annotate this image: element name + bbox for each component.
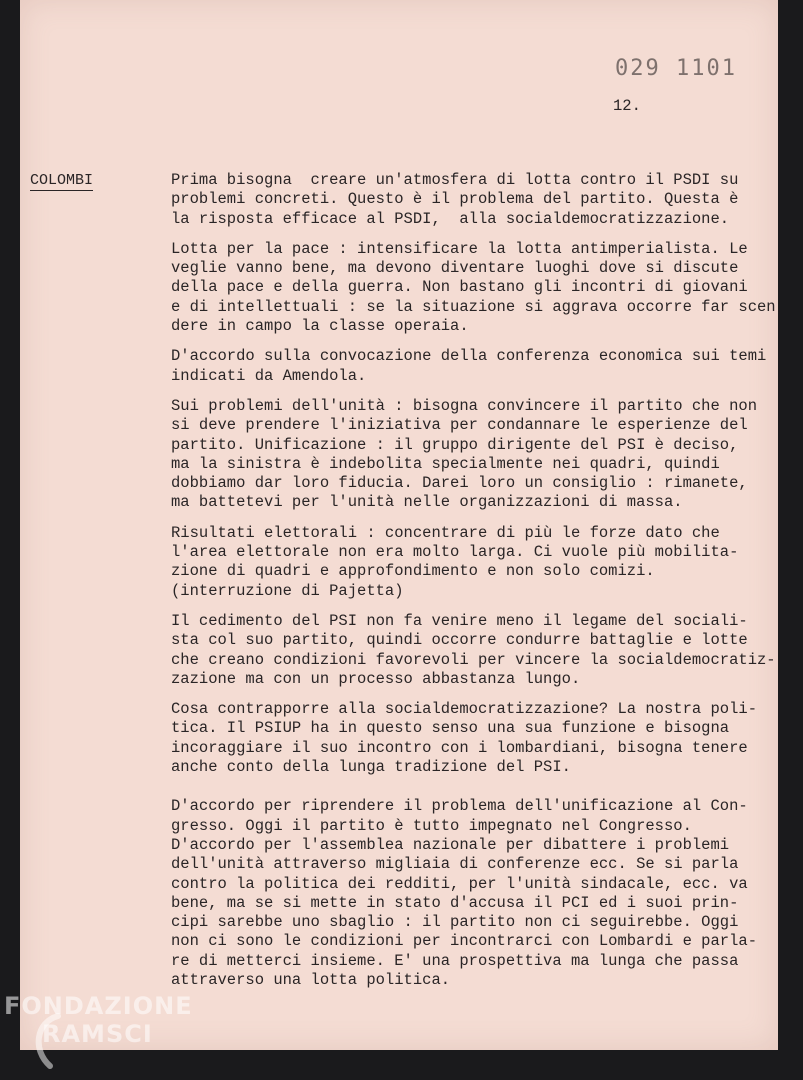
text-line: dobbiamo dar loro fiducia. Darei loro un consiglio : rimanete, xyxy=(171,474,748,493)
text-line: e di intellettuali : se la situazione si aggrava occorre far scen xyxy=(171,297,776,316)
text-line: gresso. Oggi il partito è tutto impegnato nel Congresso. xyxy=(171,816,692,835)
paragraph xyxy=(171,797,771,990)
text-line: Sui problemi dell'unità : bisogna convincere il partito che non xyxy=(171,396,757,415)
text-line: problemi concreti. Questo è il problema del partito. Questa è xyxy=(171,190,739,209)
text-line: D'accordo per l'assemblea nazionale per dibattere i problemi xyxy=(171,835,730,854)
text-line: ma battetevi per l'unità nelle organizzazioni di massa. xyxy=(171,493,683,512)
paragraph xyxy=(171,171,771,229)
text-line: dere in campo la classe operaia. xyxy=(171,317,469,336)
paragraph xyxy=(171,524,771,601)
watermark-line-1: FONDAZIONE xyxy=(4,992,193,1020)
text-line: non ci sono le condizioni per incontrarci con Lombardi e parla- xyxy=(171,932,757,951)
text-line: della pace e della guerra. Non bastano gli incontri di giovani xyxy=(171,278,748,297)
text-line: ma la sinistra è indebolita specialmente nei quadri, quindi xyxy=(171,454,720,473)
paragraph xyxy=(171,700,771,777)
text-line: anche conto della lunga tradizione del PSI. xyxy=(171,758,571,777)
watermark-line-2: RAMSCI xyxy=(42,1020,153,1048)
text-line: che creano condizioni favorevoli per vincere la socialdemocratiz- xyxy=(171,650,776,669)
paragraph xyxy=(171,347,771,386)
text-line: dell'unità attraverso migliaia di conferenze ecc. Se si parla xyxy=(171,855,739,874)
text-line: D'accordo sulla convocazione della conferenza economica sui temi xyxy=(171,347,767,366)
text-line: l'area elettorale non era molto larga. Ci vuole più mobilita- xyxy=(171,543,739,562)
text-line: (interruzione di Pajetta) xyxy=(171,581,404,600)
text-line: veglie vanno bene, ma devono diventare luoghi dove si discute xyxy=(171,259,739,278)
text-line: Risultati elettorali : concentrare di più le forze dato che xyxy=(171,523,720,542)
text-line: cipi sarebbe uno sbaglio : il partito non ci seguirebbe. Oggi xyxy=(171,913,739,932)
speech-text xyxy=(171,171,776,1001)
text-line: indicati da Amendola. xyxy=(171,366,367,385)
page-number: 12. xyxy=(613,97,641,115)
text-line: attraverso una lotta politica. xyxy=(171,970,451,989)
text-line: partito. Unificazione : il gruppo dirigente del PSI è deciso, xyxy=(171,435,739,454)
text-line: contro la politica dei redditi, per l'unità sindacale, ecc. va xyxy=(171,874,748,893)
paragraph xyxy=(171,611,776,689)
archive-number: 029 1101 xyxy=(615,56,737,81)
text-line: sta col suo partito, quindi occorre condurre battaglie e lotte xyxy=(171,631,748,650)
text-line: Lotta per la pace : intensificare la lotta antimperialista. Le xyxy=(171,239,748,258)
text-line: tica. Il PSIUP ha in questo senso una sua funzione e bisogna xyxy=(171,719,730,738)
text-line: re di metterci insieme. E' una prospettiva ma lunga che passa xyxy=(171,951,739,970)
text-line: Cosa contrapporre alla socialdemocratizzazione? La nostra poli- xyxy=(171,700,757,719)
text-line: bene, ma se si mette in stato d'accusa il PCI ed i suoi prin- xyxy=(171,893,739,912)
speaker-name: COLOMBI xyxy=(30,172,94,189)
text-line: si deve prendere l'iniziativa per condannare le esperienze del xyxy=(171,416,748,435)
text-line: incoraggiare il suo incontro con i lombardiani, bisogna tenere xyxy=(171,738,748,757)
paragraph xyxy=(171,397,771,513)
text-line: zione di quadri e approfondimento e non solo comizi. xyxy=(171,562,655,581)
text-line: Prima bisogna creare un'atmosfera di lotta contro il PSDI su xyxy=(171,171,739,189)
text-line: la risposta efficace al PSDI, alla socialdemocratizzazione. xyxy=(171,209,730,228)
text-line: Il cedimento del PSI non fa venire meno il legame del sociali- xyxy=(171,611,748,630)
text-line: D'accordo per riprendere il problema dell'unificazione al Con- xyxy=(171,797,748,816)
text-line: zazione ma con un processo abbastanza lungo. xyxy=(171,669,581,688)
archive-watermark xyxy=(4,992,193,1048)
paragraph xyxy=(171,239,776,336)
